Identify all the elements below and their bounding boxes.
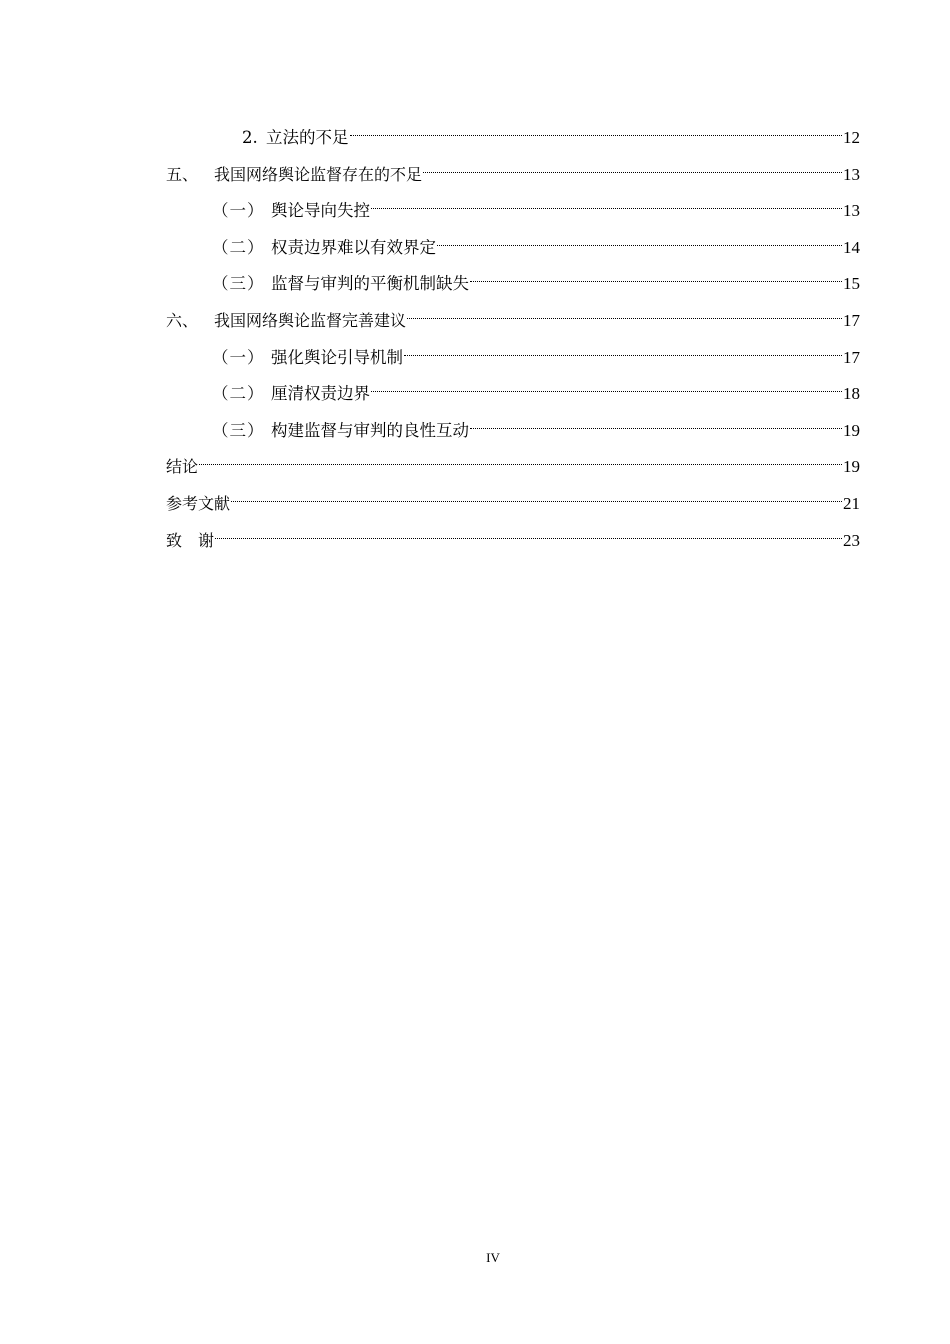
toc-entry-number: （二） <box>212 237 265 257</box>
toc-dot-leader <box>404 334 842 363</box>
toc-entry-page: 17 <box>843 310 860 330</box>
toc-entry-number: 2. <box>242 128 258 147</box>
toc-entry-page: 21 <box>843 493 860 513</box>
toc-entry-title: 权责边界难以有效界定 <box>271 237 436 257</box>
toc-entry[interactable] <box>166 151 860 188</box>
toc-entry-title: 我国网络舆论监督存在的不足 <box>214 164 423 184</box>
toc-entry[interactable] <box>166 334 860 371</box>
toc-entry[interactable] <box>166 297 860 334</box>
toc-entry-page: 14 <box>843 237 860 257</box>
toc-entry-title: 致 谢 <box>166 530 215 550</box>
toc-entry-title: 我国网络舆论监督完善建议 <box>214 310 407 330</box>
toc-entry-page: 15 <box>843 274 860 294</box>
toc-entry[interactable] <box>166 370 860 407</box>
toc-entry-title: 强化舆论引导机制 <box>271 347 403 367</box>
table-of-contents <box>166 114 860 553</box>
toc-entry-page: 19 <box>843 457 860 477</box>
toc-entry-number: 五、 <box>166 164 199 184</box>
toc-entry-page: 23 <box>843 530 860 550</box>
toc-entry-number: （三） <box>212 274 265 294</box>
toc-entry-number: 六、 <box>166 310 199 330</box>
toc-dot-leader <box>371 370 842 399</box>
toc-entry-number: （二） <box>212 384 265 404</box>
toc-entry-references[interactable] <box>166 480 860 517</box>
toc-entry-page: 19 <box>843 420 860 440</box>
toc-entry-title: 监督与审判的平衡机制缺失 <box>271 274 469 294</box>
toc-entry-page: 13 <box>843 201 860 221</box>
toc-entry[interactable] <box>166 224 860 261</box>
toc-entry-page: 18 <box>843 384 860 404</box>
toc-dot-leader <box>350 114 843 143</box>
page-number: IV <box>486 1250 500 1265</box>
toc-entry-conclusion[interactable] <box>166 443 860 480</box>
toc-dot-leader <box>470 260 842 289</box>
toc-entry-number: （三） <box>212 420 265 440</box>
toc-entry[interactable] <box>166 407 860 444</box>
toc-entry-title: 厘清权责边界 <box>271 384 370 404</box>
toc-entry-page: 12 <box>843 128 860 147</box>
toc-dot-leader <box>371 187 842 216</box>
toc-entry-title: 立法的不足 <box>266 128 349 147</box>
toc-entry-page: 13 <box>843 164 860 184</box>
toc-entry-acknowledgements[interactable] <box>166 517 860 554</box>
toc-entry-title: 构建监督与审判的良性互动 <box>271 420 469 440</box>
toc-entry-title: 舆论导向失控 <box>271 201 370 221</box>
toc-entry-title: 结论 <box>166 457 199 477</box>
toc-dot-leader <box>215 517 842 546</box>
toc-dot-leader <box>407 297 842 326</box>
toc-dot-leader <box>199 443 842 472</box>
toc-entry[interactable] <box>166 114 860 151</box>
toc-entry-number: （一） <box>212 201 265 221</box>
toc-entry[interactable] <box>166 260 860 297</box>
toc-entry-page: 17 <box>843 347 860 367</box>
toc-dot-leader <box>470 407 842 436</box>
toc-entry[interactable] <box>166 187 860 224</box>
toc-entry-number: （一） <box>212 347 265 367</box>
toc-entry-title: 参考文献 <box>166 493 231 513</box>
toc-dot-leader <box>423 151 842 180</box>
toc-dot-leader <box>231 480 842 509</box>
toc-dot-leader <box>437 224 842 253</box>
